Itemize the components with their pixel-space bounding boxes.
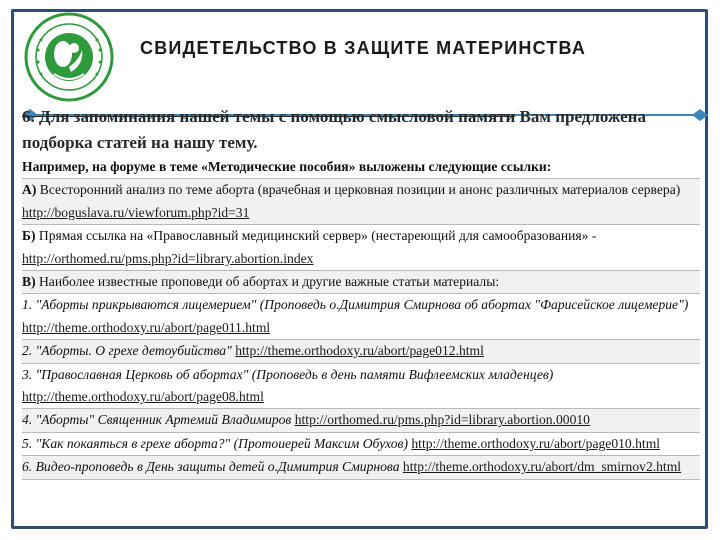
page-title: СВИДЕТЕЛЬСТВО В ЗАЩИТЕ МАТЕРИНСТВА	[140, 38, 587, 58]
lead-text: Например, на форуме в теме «Методические пособия» выложены следующие ссылки:	[22, 156, 700, 179]
item-b	[22, 225, 700, 271]
sermon-title: 3. "Православная Церковь об абортах" (Проповедь в день памяти Вифлеемских младенцев)	[22, 366, 554, 382]
content-body	[22, 156, 700, 480]
sermon-item	[22, 456, 700, 479]
item-b-marker: Б)	[22, 228, 36, 244]
sermon-link[interactable]: http://theme.orthodoxy.ru/abort/dm_smirnov2.html	[402, 459, 682, 475]
item-a	[22, 179, 700, 225]
item-b-text: Прямая ссылка на «Православный медицинский сервер» (нестареющий для самообразования» -	[35, 228, 597, 244]
sermon-item	[22, 433, 700, 456]
item-v-text: Наиболее известные проповеди об абортах и другие важные статьи материалы:	[35, 274, 500, 290]
sermon-title: 2. "Аборты. О грехе детоубийства"	[22, 343, 232, 359]
sermon-item	[22, 409, 700, 432]
sermon-item	[22, 364, 700, 410]
intro-text: Вам предложена подборка статей на нашу тему.	[22, 107, 646, 152]
item-v	[22, 271, 700, 294]
sermon-link[interactable]: http://theme.orthodoxy.ru/abort/page08.html	[22, 389, 264, 405]
intro-struck-text: 6. Для запоминания нашей темы с помощью смысловой памяти	[22, 107, 516, 126]
sermon-title: 6. Видео-проповедь в День защиты детей о.Димитрия Смирнова	[22, 459, 400, 475]
item-a-link[interactable]: http://boguslava.ru/viewforum.php?id=31	[22, 204, 250, 220]
sermon-link[interactable]: http://theme.orthodoxy.ru/abort/page011.html	[22, 319, 271, 335]
item-v-marker: В)	[22, 274, 36, 290]
sermon-title: 1. "Аборты прикрываются лицемерием" (Проповедь о.Димитрия Смирнова об абортах "Фарисейское лицемерие")	[22, 297, 689, 313]
item-b-link[interactable]: http://orthomed.ru/pms.php?id=library.abortion.index	[22, 250, 314, 266]
item-a-text: Всесторонний анализ по теме аборта (врачебная и церковная позиции и анонс различных материалов сервера)	[36, 182, 681, 198]
sermon-title: 5. "Как покаяться в грехе аборта?" (Протоиерей Максим Обухов)	[22, 435, 408, 451]
sermon-link[interactable]: http://theme.orthodoxy.ru/abort/page012.html	[235, 343, 484, 359]
sermon-title: 4. "Аборты" Священник Артемий Владимиров	[22, 412, 292, 428]
organization-logo	[24, 12, 114, 102]
sermon-item	[22, 340, 700, 363]
sermon-item	[22, 294, 700, 340]
sermon-link[interactable]: http://theme.orthodoxy.ru/abort/page010.html	[411, 435, 661, 451]
item-a-marker: А)	[22, 182, 37, 198]
sermon-link[interactable]: http://orthomed.ru/pms.php?id=library.abortion.00010	[294, 412, 590, 428]
intro-paragraph	[22, 104, 692, 156]
